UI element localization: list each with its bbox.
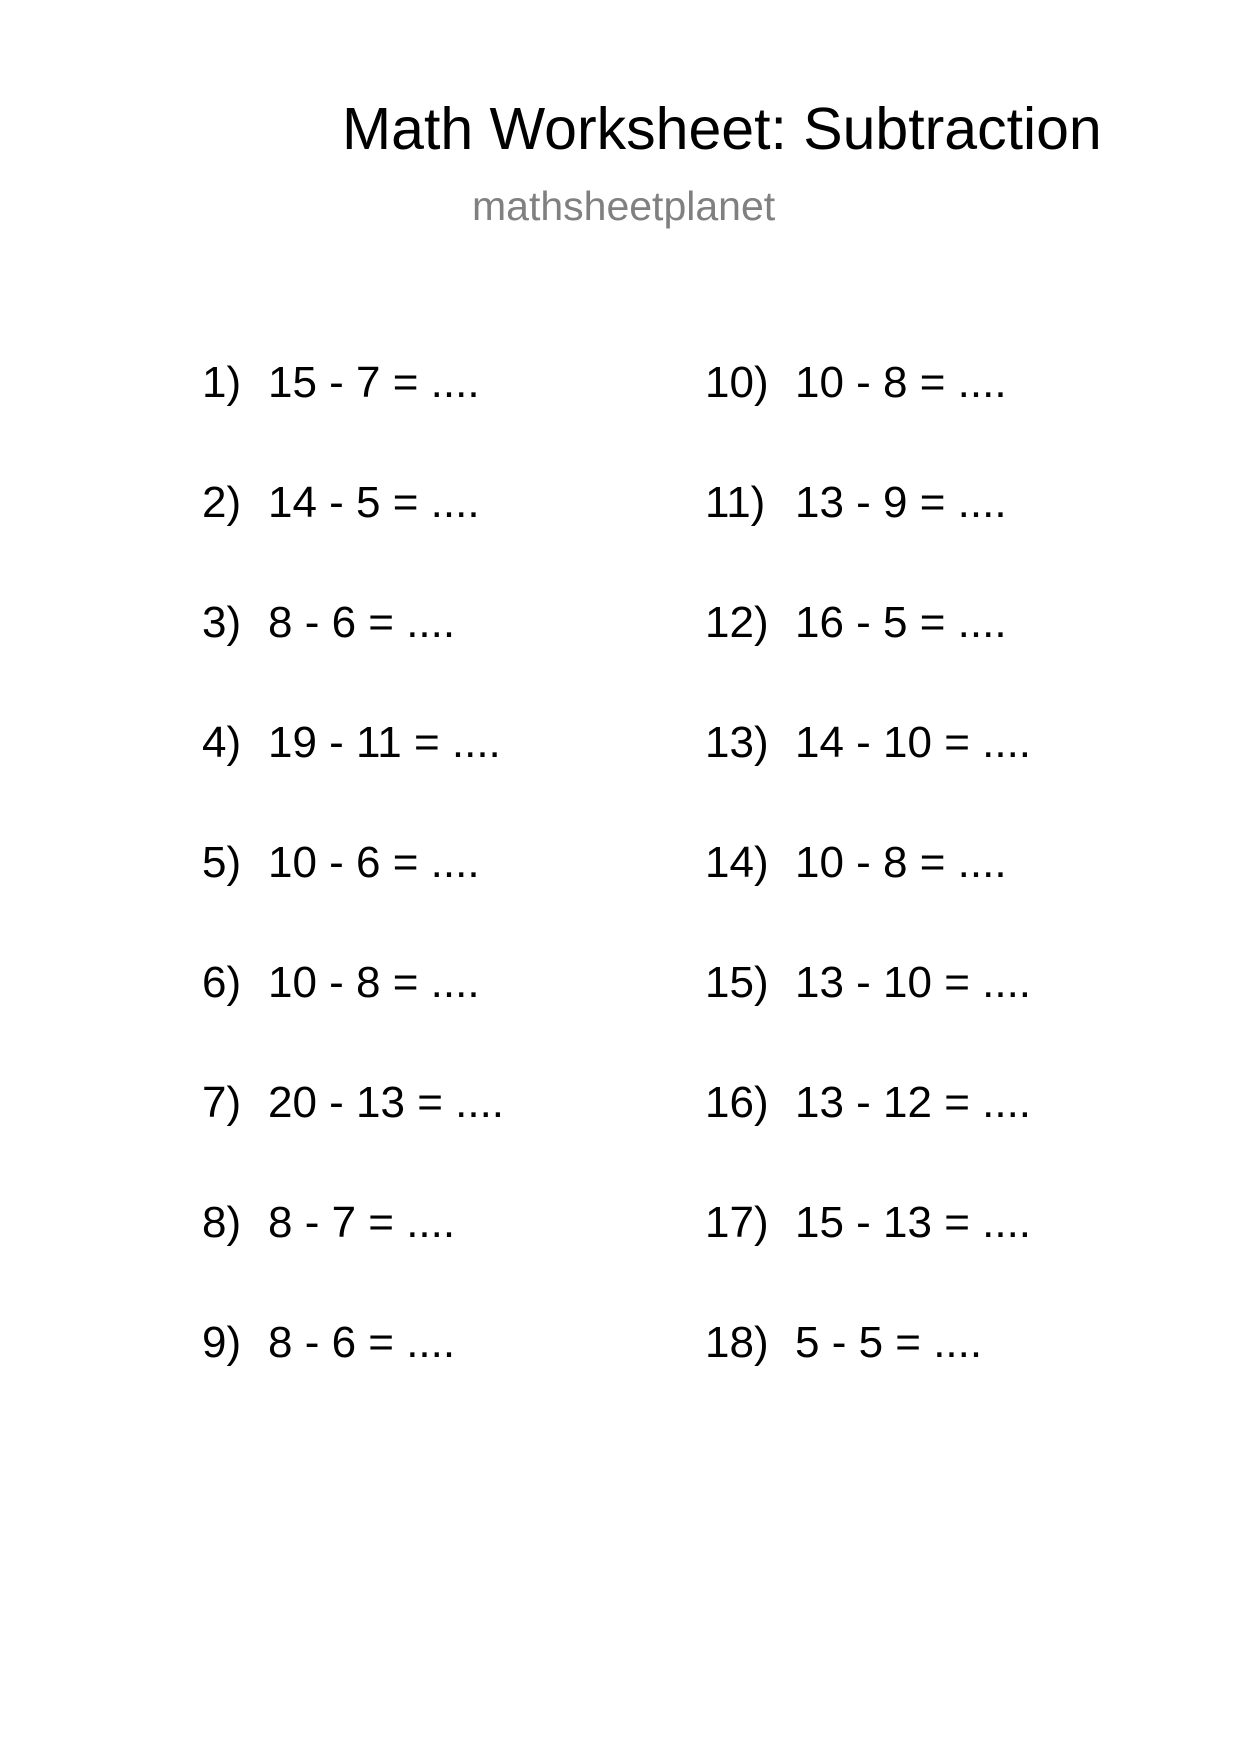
problem-item	[705, 958, 1032, 1007]
problem-item	[202, 358, 480, 407]
problem-item	[705, 1198, 1032, 1247]
problem-item	[705, 358, 1007, 407]
problem-expression: 10 - 8 = ....	[795, 358, 1007, 407]
problem-expression: 13 - 9 = ....	[795, 478, 1007, 527]
problem-expression: 15 - 13 = ....	[795, 1198, 1032, 1247]
problem-item	[705, 1078, 1032, 1127]
problem-number: 6)	[202, 958, 242, 1007]
problem-number: 12)	[705, 598, 769, 647]
problem-expression: 8 - 6 = ....	[268, 1318, 456, 1367]
problem-number: 14)	[705, 838, 769, 887]
problem-item	[202, 1198, 456, 1247]
problem-item	[202, 1318, 456, 1367]
problem-number: 7)	[202, 1078, 242, 1127]
problem-expression: 16 - 5 = ....	[795, 598, 1007, 647]
problem-expression: 14 - 10 = ....	[795, 718, 1032, 767]
problem-expression: 20 - 13 = ....	[268, 1078, 505, 1127]
problem-number: 15)	[705, 958, 769, 1007]
worksheet-title: Math Worksheet: Subtraction	[342, 96, 1102, 162]
problem-expression: 13 - 10 = ....	[795, 958, 1032, 1007]
problem-number: 9)	[202, 1318, 242, 1367]
problem-number: 10)	[705, 358, 769, 407]
problem-number: 5)	[202, 838, 242, 887]
problem-expression: 14 - 5 = ....	[268, 478, 480, 527]
problem-item	[705, 478, 1007, 527]
problem-item	[202, 718, 501, 767]
problem-expression: 10 - 8 = ....	[268, 958, 480, 1007]
problem-number: 4)	[202, 718, 242, 767]
problem-item	[202, 478, 480, 527]
site-watermark: mathsheetplanet	[472, 183, 776, 229]
problem-number: 2)	[202, 478, 242, 527]
problem-expression: 13 - 12 = ....	[795, 1078, 1032, 1127]
problem-item	[202, 598, 456, 647]
problem-item	[202, 1078, 505, 1127]
problem-number: 13)	[705, 718, 769, 767]
problem-number: 1)	[202, 358, 242, 407]
problem-number: 11)	[705, 478, 766, 527]
problem-item	[202, 838, 480, 887]
problem-item	[202, 958, 480, 1007]
problem-expression: 19 - 11 = ....	[268, 718, 501, 767]
problem-item	[705, 718, 1032, 767]
problem-number: 3)	[202, 598, 242, 647]
problem-expression: 15 - 7 = ....	[268, 358, 480, 407]
problem-expression: 8 - 6 = ....	[268, 598, 456, 647]
problem-expression: 8 - 7 = ....	[268, 1198, 456, 1247]
problem-number: 8)	[202, 1198, 242, 1247]
problem-expression: 10 - 6 = ....	[268, 838, 480, 887]
problem-number: 18)	[705, 1318, 769, 1367]
problem-expression: 10 - 8 = ....	[795, 838, 1007, 887]
problem-number: 16)	[705, 1078, 769, 1127]
problem-item	[705, 598, 1007, 647]
problem-number: 17)	[705, 1198, 769, 1247]
problem-item	[705, 838, 1007, 887]
problem-expression: 5 - 5 = ....	[795, 1318, 983, 1367]
problem-item	[705, 1318, 983, 1367]
